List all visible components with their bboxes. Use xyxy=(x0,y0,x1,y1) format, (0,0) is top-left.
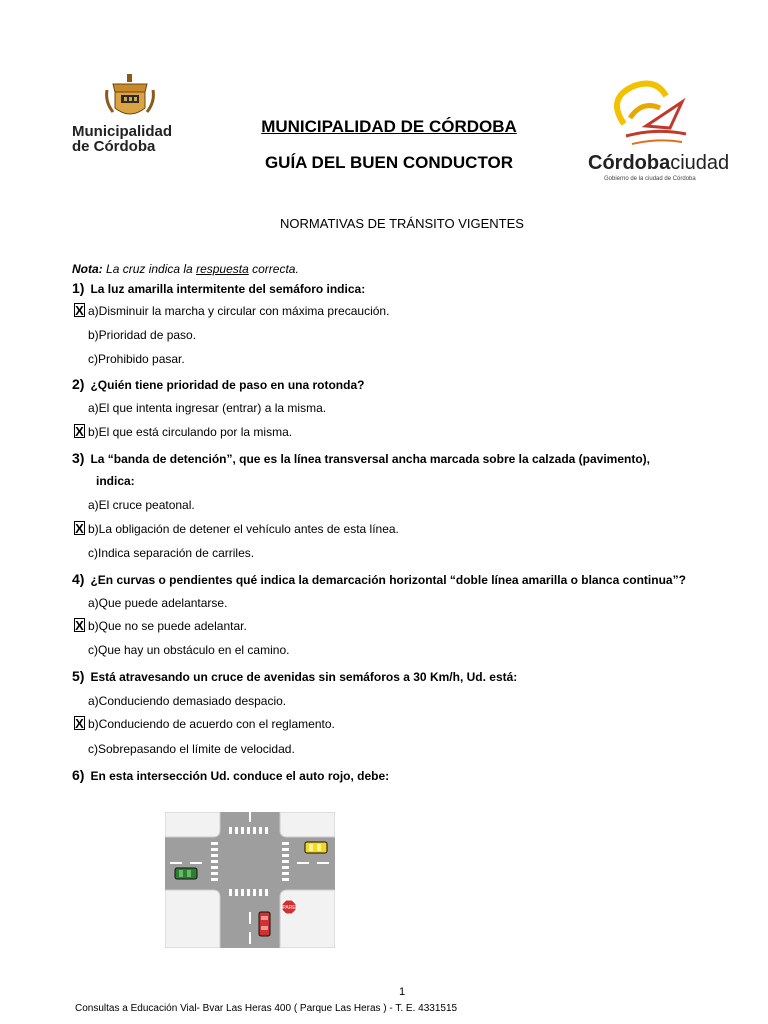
option-3c: c)Indica separación de carriles. xyxy=(88,546,255,560)
cordoba-sun-icon xyxy=(586,78,736,152)
note-label: Nota: xyxy=(72,262,103,276)
note-text-after: correcta. xyxy=(252,262,299,276)
municipalidad-logo-text: Municipalidad de Córdoba xyxy=(72,123,173,155)
option-1b: b)Prioridad de paso. xyxy=(88,328,197,342)
option-5b: b)Conduciendo de acuerdo con el reglamento. xyxy=(88,717,335,731)
option-2b: b)El que está circulando por la misma. xyxy=(88,425,293,439)
option-4b: b)Que no se puede adelantar. xyxy=(88,619,247,633)
green-car-icon xyxy=(175,868,197,879)
option-4c: c)Que hay un obstáculo en el camino. xyxy=(88,643,290,657)
page-title: MUNICIPALIDAD DE CÓRDOBA xyxy=(261,117,517,136)
option-3a: a)El cruce peatonal. xyxy=(88,498,195,512)
cordoba-ciudad-logo xyxy=(586,78,736,188)
question-5 xyxy=(72,668,517,684)
answer-mark: X xyxy=(75,716,84,731)
note-text-before: La cruz indica la xyxy=(106,262,193,276)
stop-sign-icon xyxy=(282,900,296,914)
question-text: ¿Quién tiene prioridad de paso en una rotonda? xyxy=(90,378,365,392)
option-1c: c)Prohibido pasar. xyxy=(88,352,185,366)
answer-mark: X xyxy=(75,618,84,633)
option-5a: a)Conduciendo demasiado despacio. xyxy=(88,694,287,708)
cordoba-ciudad-wordmark xyxy=(588,152,729,175)
question-text: La “banda de detención”, que es la línea transversal ancha marcada sobre la calzada (pavimento), xyxy=(90,452,650,466)
question-4 xyxy=(72,571,686,587)
option-4a: a)Que puede adelantarse. xyxy=(88,596,228,610)
question-number: 2) xyxy=(72,376,85,392)
wordmark-light: ciudad xyxy=(670,152,730,174)
intersection-diagram xyxy=(165,812,335,948)
option-3b: b)La obligación de detener el vehículo antes de esta línea. xyxy=(88,522,399,536)
question-number: 6) xyxy=(72,767,85,783)
note xyxy=(72,262,299,276)
question-text: La luz amarilla intermitente del semáforo indica: xyxy=(90,282,366,296)
question-3-continuation: indica: xyxy=(96,474,135,488)
option-2a: a)El que intenta ingresar (entrar) a la misma. xyxy=(88,401,327,415)
note-text-underlined: respuesta xyxy=(196,262,249,276)
guide-title: GUÍA DEL BUEN CONDUCTOR xyxy=(264,153,514,172)
option-5c: c)Sobrepasando el límite de velocidad. xyxy=(88,742,295,756)
question-number: 5) xyxy=(72,668,85,684)
question-2 xyxy=(72,376,364,392)
question-1 xyxy=(72,280,365,296)
question-3 xyxy=(72,450,650,466)
answer-mark: X xyxy=(75,424,84,439)
answer-mark: X xyxy=(75,303,84,318)
question-text: En esta intersección Ud. conduce el auto rojo, debe: xyxy=(90,769,390,783)
footer-contact: Consultas a Educación Vial- Bvar Las Heras 400 ( Parque Las Heras ) - T. E. 4331515 xyxy=(75,1003,458,1014)
logo-tagline: Gobierno de la ciudad de Córdoba xyxy=(604,176,696,182)
wordmark-bold: Córdoba xyxy=(588,152,671,174)
yellow-car-icon xyxy=(305,842,327,853)
section-heading: NORMATIVAS DE TRÁNSITO VIGENTES xyxy=(280,216,524,231)
question-number: 1) xyxy=(72,280,85,296)
option-1a: a)Disminuir la marcha y circular con máxima precaución. xyxy=(88,304,390,318)
stop-sign-text: PARE xyxy=(282,905,296,911)
answer-mark: X xyxy=(75,521,84,536)
question-text: Está atravesando un cruce de avenidas sin semáforos a 30 Km/h, Ud. está: xyxy=(90,670,518,684)
question-6 xyxy=(72,767,389,783)
question-number: 3) xyxy=(72,450,85,466)
question-number: 4) xyxy=(72,571,85,587)
red-car-icon xyxy=(259,912,270,936)
page-number: 1 xyxy=(398,986,406,998)
question-text: ¿En curvas o pendientes qué indica la demarcación horizontal “doble línea amarilla o blanca continua”? xyxy=(90,573,686,587)
